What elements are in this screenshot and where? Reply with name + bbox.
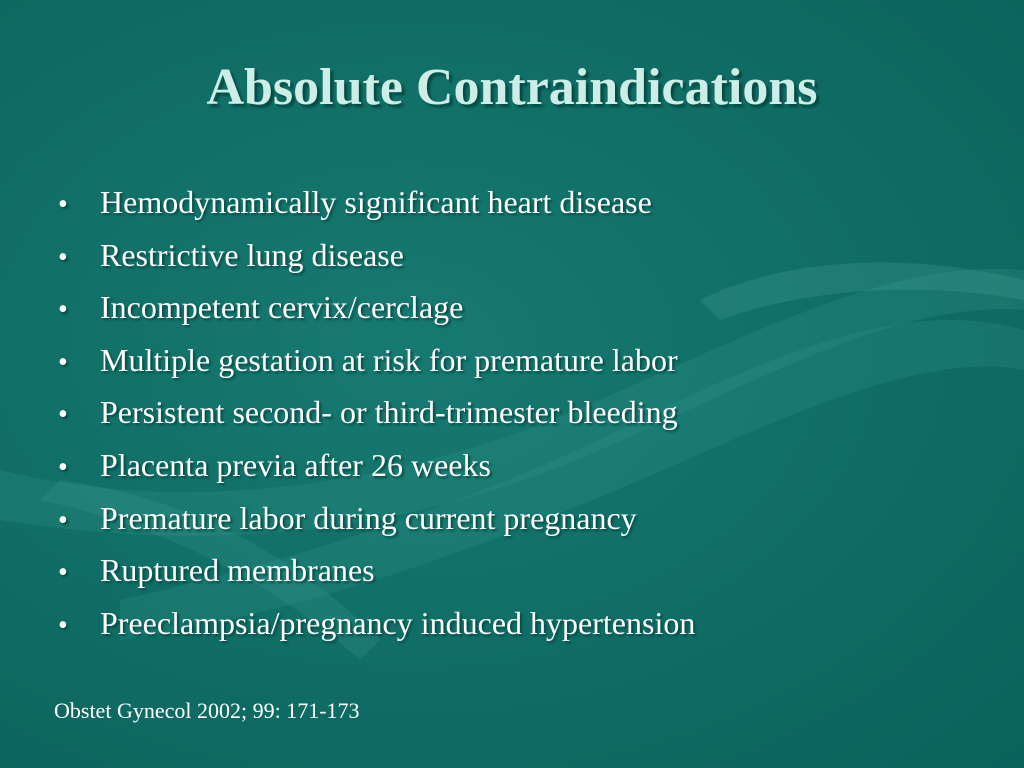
bullet-glyph: • — [58, 451, 68, 483]
bullet-text: Premature labor during current pregnancy — [100, 499, 637, 536]
bullet-text: Persistent second- or third-trimester bleeding — [100, 394, 678, 431]
bullet-glyph: • — [58, 504, 68, 536]
bullet-item — [58, 184, 695, 237]
citation: Obstet Gynecol 2002; 99: 171-173 — [54, 698, 360, 723]
slide-title: Absolute Contraindications — [206, 59, 818, 116]
bullet-text: Incompetent cervix/cerclage — [100, 289, 464, 326]
bullet-text: Preeclampsia/pregnancy induced hypertension — [100, 604, 696, 641]
bullet-text: Placenta previa after 26 weeks — [100, 446, 491, 483]
bullet-glyph: • — [58, 609, 68, 641]
bullet-item — [58, 394, 695, 447]
bullet-glyph: • — [58, 189, 68, 220]
bullet-item — [58, 500, 695, 553]
bullet-glyph: • — [58, 346, 68, 378]
bullet-item — [58, 237, 695, 290]
bullet-glyph: • — [58, 294, 68, 326]
bullet-list — [58, 184, 695, 657]
bullet-text: Ruptured membranes — [100, 552, 375, 589]
bullet-text: Multiple gestation at risk for premature labor — [100, 341, 678, 378]
bullet-item — [58, 552, 695, 605]
bullet-glyph: • — [58, 399, 68, 431]
bullet-item — [58, 342, 695, 395]
bullet-item — [58, 447, 695, 500]
bullet-text: Hemodynamically significant heart disease — [100, 184, 652, 220]
bullet-glyph: • — [58, 557, 68, 589]
bullet-item — [58, 605, 695, 658]
bullet-text: Restrictive lung disease — [100, 236, 404, 273]
bullet-glyph: • — [58, 241, 68, 273]
bullet-item — [58, 289, 695, 342]
